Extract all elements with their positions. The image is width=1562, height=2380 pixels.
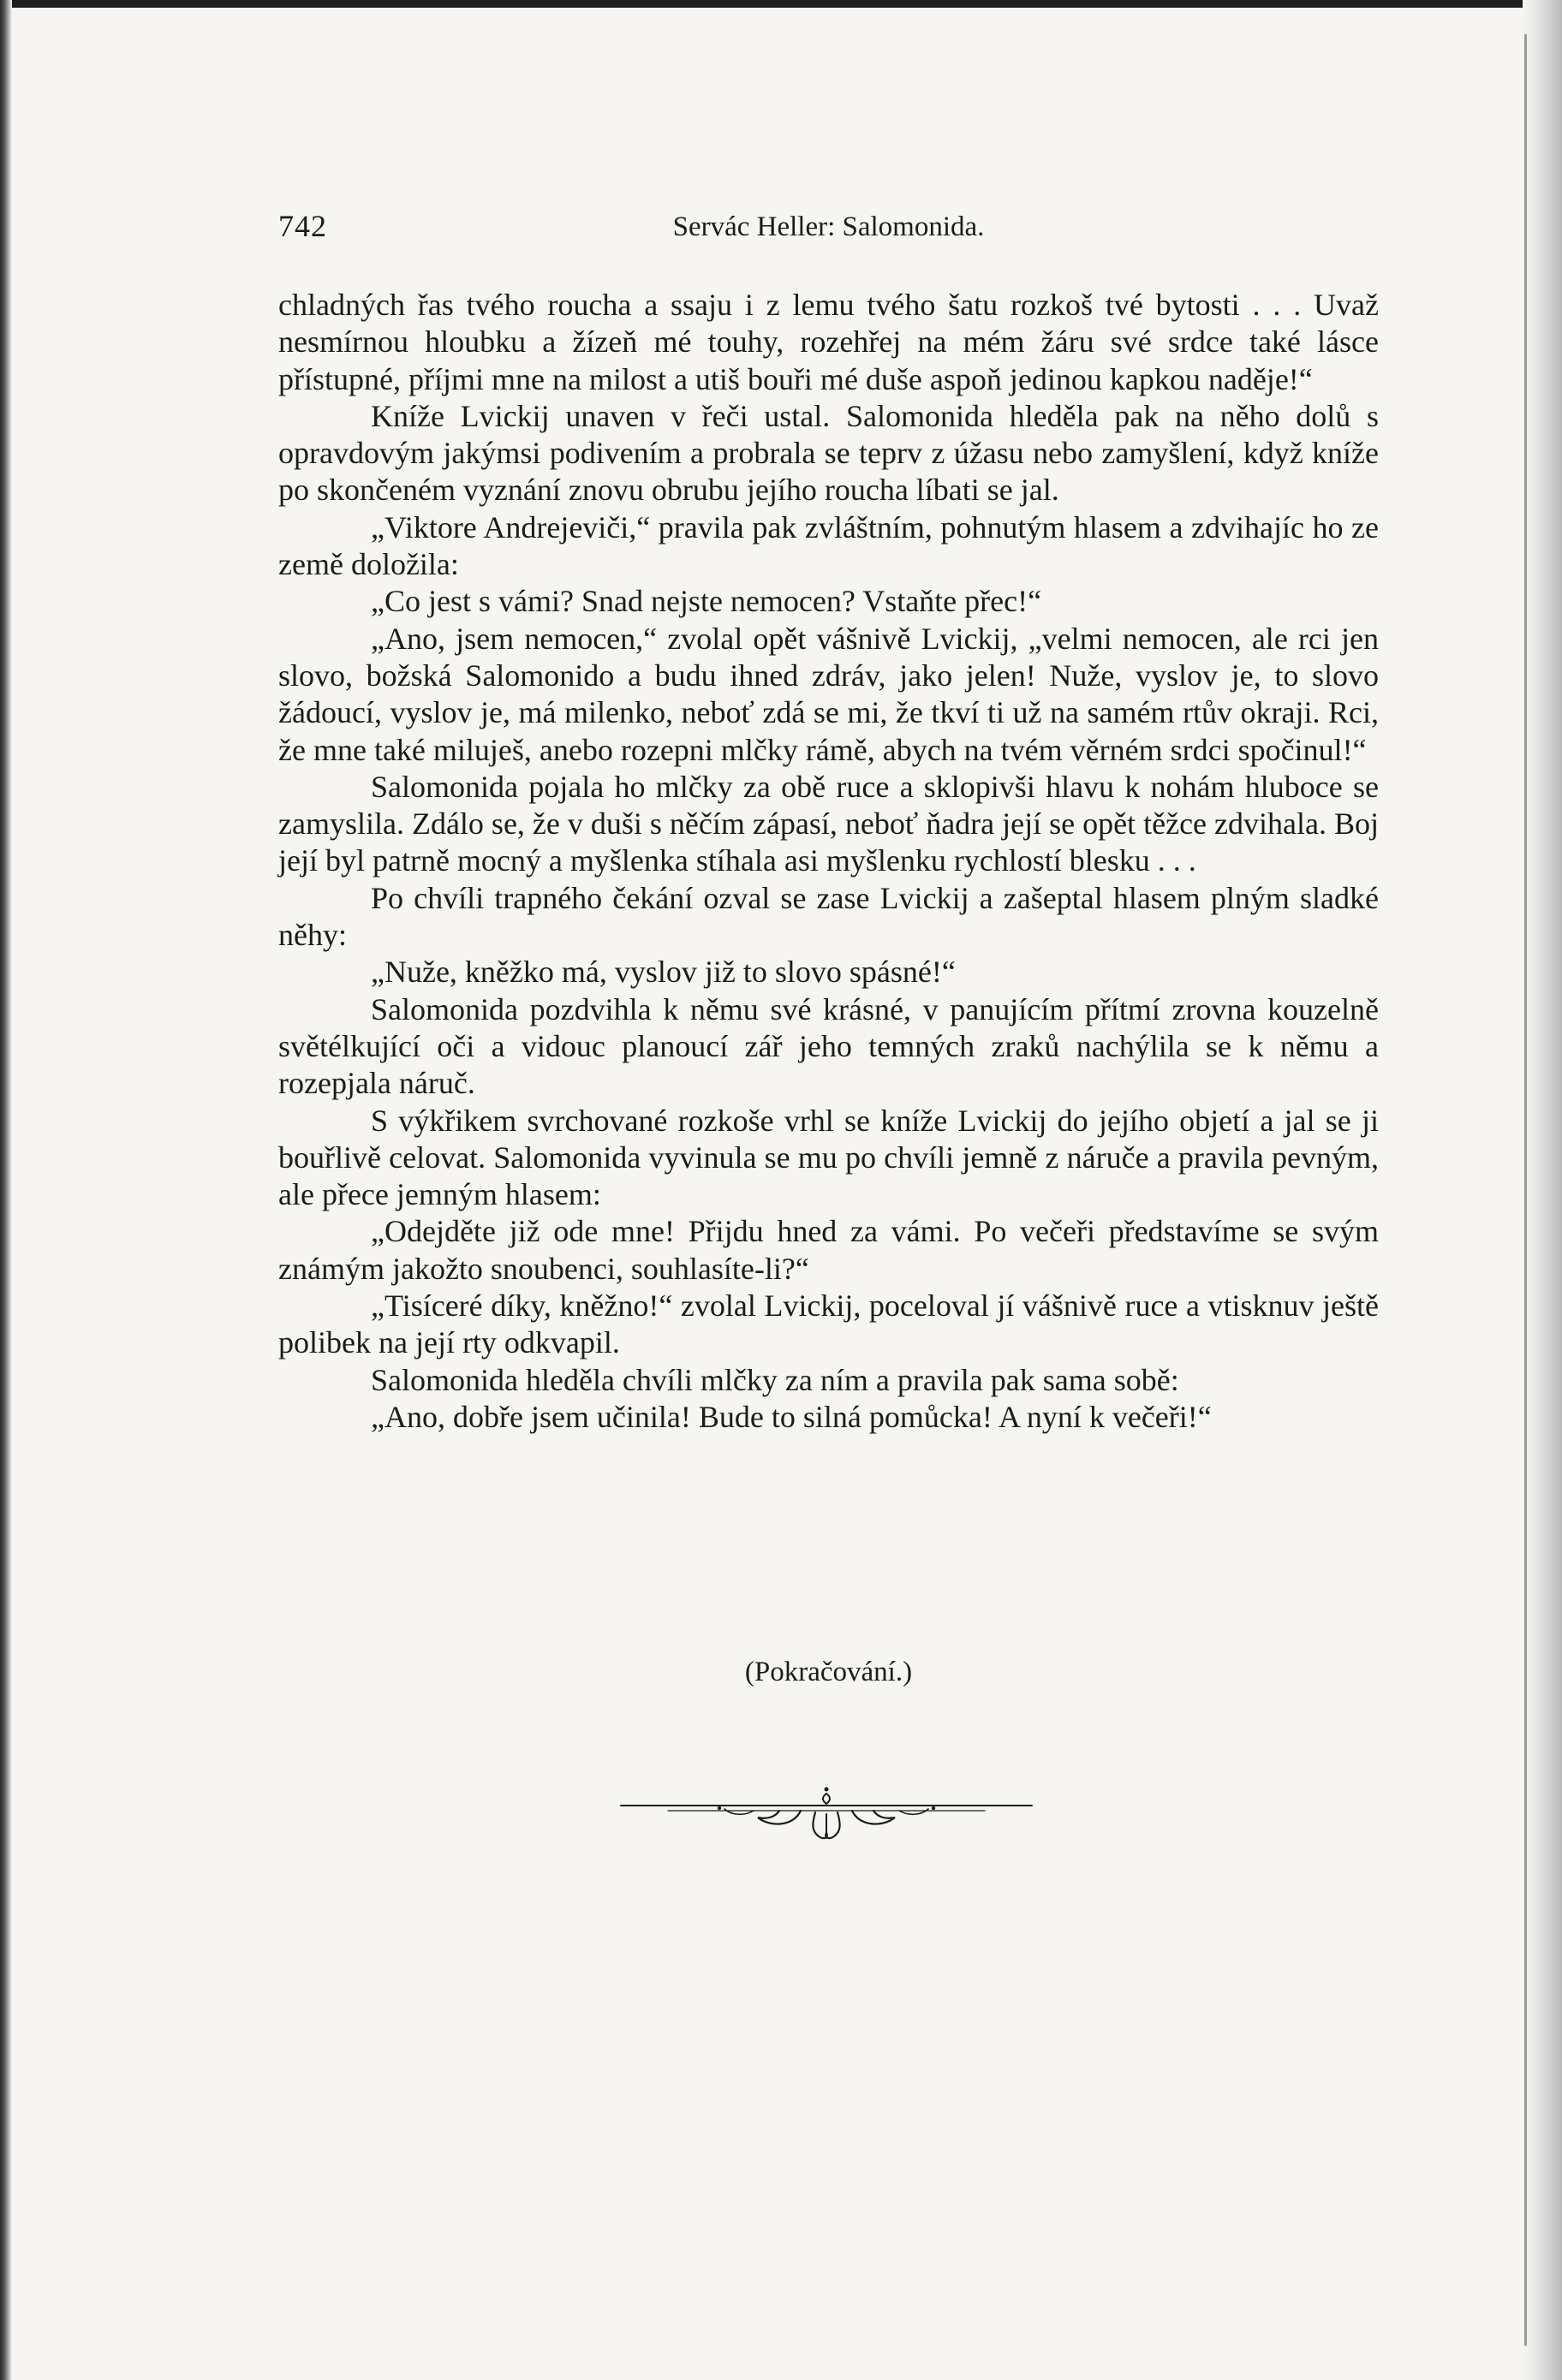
- paragraph: „Ano, jsem nemocen,“ zvolal opět vášnivě Lvickij, „velmi nemocen, ale rci jen slovo, božská Salomonido a budu ihned zdráv, jako jelen! Nuže, vyslov je, to slovo žádoucí, vyslov je, má milenko, neboť zdá se mi, že tkví ti už na samém rtův okraji. Rci, že mne také miluješ, anebo rozepni mlčky rámě, abych na tvém věrném srdci spočinul!“: [278, 621, 1379, 767]
- paragraph: „Ano, dobře jsem učinila! Bude to silná pomůcka! A nyní k večeři!“: [371, 1399, 1212, 1434]
- paragraph: Salomonida pozdvihla k němu své krásné, v panujícím přítmí zrovna kouzelně světélkující oči a vidouc planoucí zář jeho temných zraků nachýlila se k němu a rozepjala náruč.: [278, 991, 1379, 1101]
- paragraph: Salomonida hleděla chvíli mlčky za ním a pravila pak sama sobě:: [371, 1362, 1179, 1397]
- paragraph: „Tisíceré díky, kněžno!“ zvolal Lvickij, poceloval jí vášnivě ruce a vtisknuv ještě polibek na její rty odkvapil.: [278, 1288, 1379, 1360]
- paragraph: Po chvíli trapného čekání ozval se zase Lvickij a zašeptal hlasem plným sladké něhy:: [278, 880, 1379, 953]
- page-header: [278, 208, 1379, 251]
- paragraph: Salomonida pojala ho mlčky za obě ruce a sklopivši hlavu k nohám hluboce se zamyslila. Zdálo se, že v duši s něčím zápasí, neboť ňadra její se opět těžce zdvihala. Boj její byl patrně mocný a myšlenka stíhala asi myšlenku rychlostí blesku . . .: [278, 769, 1379, 878]
- body-text: [278, 287, 1379, 1436]
- paragraph: „Nuže, kněžko má, vyslov již to slovo spásné!“: [371, 955, 956, 990]
- ornament-divider-icon: [617, 1785, 1036, 1845]
- paragraph: „Co jest s vámi? Snad nejste nemocen? Vstaňte přec!“: [371, 584, 1042, 619]
- page-number: 742: [278, 209, 327, 243]
- paragraph: S výkřikem svrchované rozkoše vrhl se kníže Lvickij do jejího objetí a jal se ji bouřlivě celovat. Salomonida vyvinula se mu po chvíli jemně z náruče a pravila pevným, ale přece jemným hlasem:: [278, 1103, 1379, 1212]
- paragraph: chladných řas tvého roucha a ssaju i z lemu tvého šatu rozkoš tvé bytosti . . . Uvaž nesmírnou hloubku a žízeň mé touhy, rozehřej na mém žáru své srdce také lásce přístupné, příjmi mne na milost a utiš bouři mé duše aspoň jedinou kapkou naděje!“: [278, 288, 1379, 396]
- paragraph: „Viktore Andrejeviči,“ pravila pak zvláštním, pohnutým hlasem a zdvihajíc ho ze země doložila:: [278, 509, 1379, 582]
- continued-label: (Pokračování.): [744, 1657, 913, 1687]
- paragraph: „Odejděte již ode mne! Přijdu hned za vámi. Po večeři představíme se svým známým jakožto snoubenci, souhlasíte-li?“: [278, 1214, 1379, 1286]
- paragraph: Kníže Lvickij unaven v řeči ustal. Salomonida hleděla pak na něho dolů s opravdovým jakýmsi podivením a probrala se teprv z úžasu nebo zamyšlení, když kníže po skončeném vyznání znovu obrubu jejího roucha líbati se jal.: [278, 398, 1379, 508]
- running-head: Servác Heller: Salomonida.: [672, 211, 985, 242]
